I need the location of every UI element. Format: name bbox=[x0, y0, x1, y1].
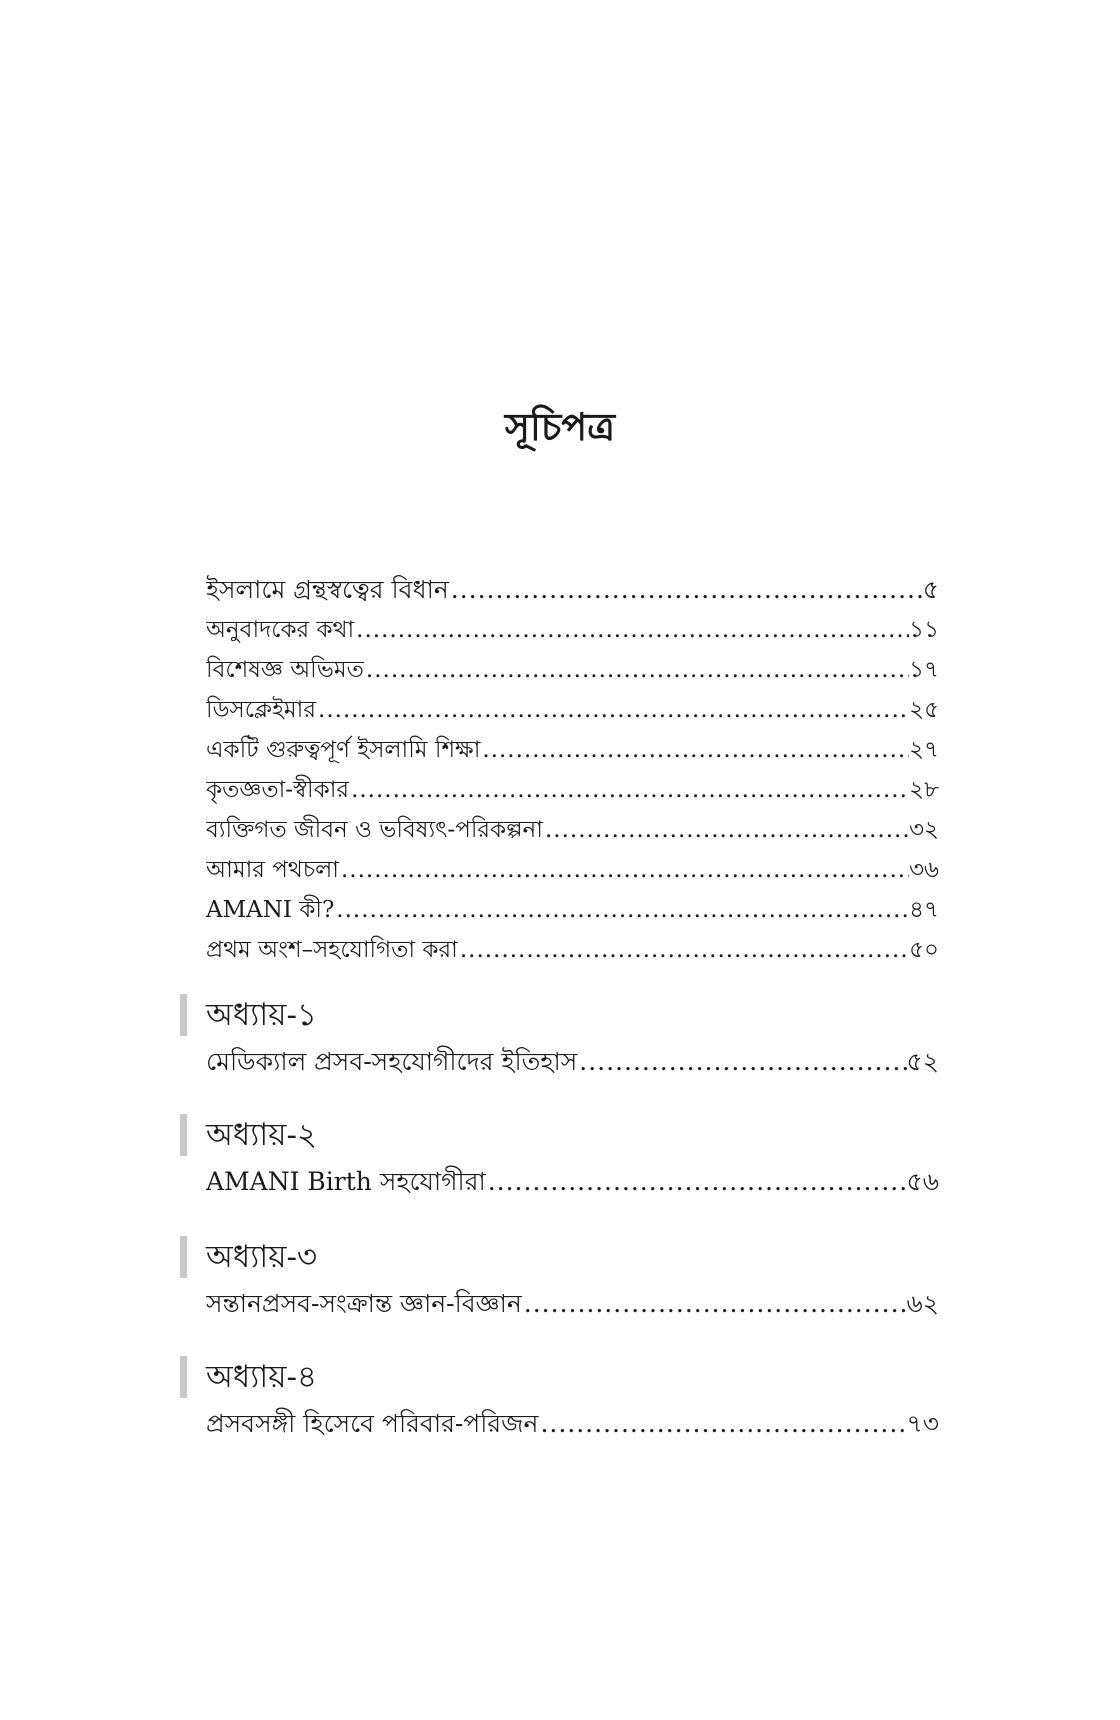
chapter-1 bbox=[206, 990, 939, 1084]
toc-entry[interactable] bbox=[206, 650, 939, 690]
toc-entry-label: বিশেষজ্ঞ অভিমত bbox=[206, 657, 364, 683]
chapter-heading: অধ্যায়-৩ bbox=[206, 1239, 318, 1275]
toc-entry[interactable] bbox=[206, 1040, 939, 1084]
toc-entry-label: AMANI কী? bbox=[206, 897, 335, 923]
toc-entry-label: একটি গুরুত্বপূর্ণ ইসলামি শিক্ষা bbox=[206, 737, 481, 763]
toc-leader bbox=[349, 770, 909, 810]
toc-entry-page: ৫০ bbox=[909, 937, 939, 963]
toc-leader bbox=[486, 1160, 907, 1204]
toc-leader bbox=[480, 730, 909, 770]
toc-entry-label: সন্তানপ্রসব-সংক্রান্ত জ্ঞান-বিজ্ঞান bbox=[206, 1289, 522, 1318]
toc-leader bbox=[449, 570, 923, 610]
toc-leader bbox=[577, 1040, 906, 1084]
toc-leader bbox=[354, 610, 909, 650]
toc-entry-page: ৭৩ bbox=[906, 1409, 939, 1438]
toc-entry[interactable] bbox=[206, 690, 939, 730]
chapter-heading: অধ্যায়-৪ bbox=[206, 1359, 318, 1395]
toc-entry[interactable] bbox=[206, 810, 939, 850]
toc-entry-label: কৃতজ্ঞতা-স্বীকার bbox=[206, 777, 350, 803]
toc-entry-label: ব্যক্তিগত জীবন ও ভবিষ্যৎ-পরিকল্পনা bbox=[206, 817, 543, 843]
chapter-4 bbox=[206, 1352, 939, 1446]
toc-entry-label: ইসলামে গ্রন্থস্বত্বের বিধান bbox=[206, 575, 449, 604]
toc-entry[interactable] bbox=[206, 570, 939, 610]
toc-entry-label: প্রথম অংশ–সহযোগিতা করা bbox=[206, 937, 458, 963]
toc-leader bbox=[339, 850, 909, 890]
front-matter-list bbox=[206, 570, 939, 970]
toc-entry-page: ২৭ bbox=[909, 737, 939, 763]
chapter-marker bbox=[180, 994, 187, 1036]
toc-entry-page: ৬২ bbox=[906, 1289, 939, 1318]
toc-entry[interactable] bbox=[206, 770, 939, 810]
toc-entry[interactable] bbox=[206, 1282, 939, 1326]
toc-entry-label: ডিসক্লেইমার bbox=[206, 697, 317, 723]
chapter-marker bbox=[180, 1236, 187, 1278]
toc-entry-page: ৩২ bbox=[909, 817, 939, 843]
toc-leader bbox=[316, 690, 909, 730]
chapter-heading: অধ্যায়-২ bbox=[206, 1117, 318, 1153]
toc-entry[interactable] bbox=[206, 930, 939, 970]
toc-entry-page: ২৫ bbox=[909, 697, 939, 723]
toc-entry[interactable] bbox=[206, 1160, 939, 1204]
chapter-3 bbox=[206, 1232, 939, 1326]
toc-leader bbox=[334, 890, 909, 930]
toc-entry[interactable] bbox=[206, 1402, 939, 1446]
toc-entry-page: ২৮ bbox=[909, 777, 939, 803]
chapter-2 bbox=[206, 1110, 939, 1204]
toc-entry[interactable] bbox=[206, 890, 939, 930]
toc-entry-label: অনুবাদকের কথা bbox=[206, 617, 355, 643]
chapter-marker bbox=[180, 1114, 187, 1156]
page-title: সূচিপত্র bbox=[504, 404, 616, 449]
toc-leader bbox=[543, 810, 909, 850]
toc-leader bbox=[458, 930, 909, 970]
toc-entry-label: আমার পথচলা bbox=[206, 857, 339, 883]
toc-entry-label: মেডিক্যাল প্রসব-সহযোগীদের ইতিহাস bbox=[206, 1047, 578, 1076]
toc-entry-page: ৪৭ bbox=[909, 897, 939, 923]
toc-entry-label: প্রসবসঙ্গী হিসেবে পরিবার-পরিজন bbox=[206, 1409, 539, 1438]
toc-entry[interactable] bbox=[206, 610, 939, 650]
toc-entry-page: ১৭ bbox=[909, 657, 939, 683]
toc-entry-page: ৩৬ bbox=[909, 857, 939, 883]
toc-entry-page: ১১ bbox=[909, 617, 939, 643]
toc-leader bbox=[364, 650, 909, 690]
toc-entry[interactable] bbox=[206, 850, 939, 890]
chapter-marker bbox=[180, 1356, 187, 1398]
toc-leader bbox=[538, 1402, 906, 1446]
toc-leader bbox=[522, 1282, 907, 1326]
toc-entry-page: ৫৬ bbox=[906, 1167, 939, 1196]
toc-entry-label: AMANI Birth সহযোগীরা bbox=[206, 1167, 486, 1196]
chapter-heading: অধ্যায়-১ bbox=[206, 997, 318, 1033]
toc-entry-page: ৫ bbox=[922, 575, 939, 604]
toc-entry[interactable] bbox=[206, 730, 939, 770]
toc-entry-page: ৫২ bbox=[906, 1047, 939, 1076]
